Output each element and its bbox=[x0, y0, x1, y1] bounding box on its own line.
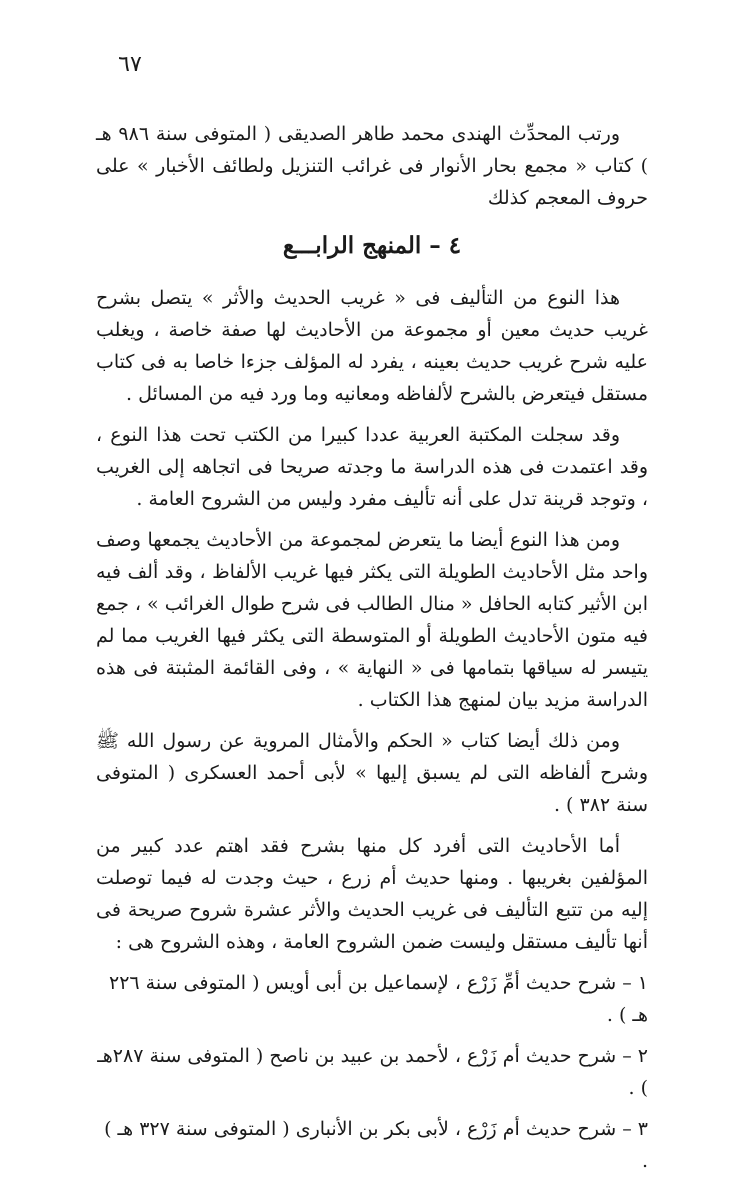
intro-block bbox=[96, 118, 648, 223]
intro-paragraph: ورتب المحدِّث الهندى محمد طاهر الصديقى ( المتوفى سنة ٩٨٦ هـ ) كتاب « مجمع بحار الأنوار فى غرائب التنزيل ولطائف الأخبار » على حروف المعجم كذلك bbox=[96, 123, 648, 209]
paragraph: ومن ذلك أيضا كتاب « الحكم والأمثال المروية عن رسول الله ﷺ وشرح ألفاظه التى لم يسبق إليها » لأبى أحمد العسكرى ( المتوفى سنة ٣٨٢ ) . bbox=[96, 730, 648, 816]
section-heading: ٤ – المنهج الرابـــع bbox=[282, 232, 462, 259]
paragraph: وقد سجلت المكتبة العربية عددا كبيرا من الكتب تحت هذا النوع ، وقد اعتمدت فى هذه الدراسة ما وجدته صريحا فى اتجاهه إلى الغريب ، وتوجد قرينة تدل على أنه تأليف مفرد وليس من الشروح العامة . bbox=[96, 424, 648, 510]
body-block bbox=[96, 282, 648, 1186]
page-number: ٦٧ bbox=[118, 52, 142, 77]
list-item: ١ – شرح حديث أمِّ زَرْع ، لإسماعيل بن أبى أويس ( المتوفى سنة ٢٢٦ هـ ) . bbox=[109, 972, 648, 1026]
list-item: ٢ – شرح حديث أم زَرْع ، لأحمد بن عبيد بن ناصح ( المتوفى سنة ٢٨٧هـ ) . bbox=[97, 1045, 648, 1099]
paragraph: ومن هذا النوع أيضا ما يتعرض لمجموعة من الأحاديث يجمعها وصف واحد مثل الأحاديث الطويلة التى يكثر فيها غريب الألفاظ ، وقد ألف فيه ابن الأثير كتابه الحافل « منال الطالب فى شرح طوال الغرائب » ، جمع فيه متون الأحاديث الطويلة أو المتوسطة التى يكثر فيها الغريب مما لم يتيسر له سياقها بتمامها فى « النهاية » ، وفى القائمة المثبتة فى هذه الدراسة مزيد بيان لمنهج هذا الكتاب . bbox=[96, 529, 648, 711]
paragraph: أما الأحاديث التى أفرد كل منها بشرح فقد اهتم عدد كبير من المؤلفين بغريبها . ومنها حديث أم زرع ، حيث وجدت له فيما توصلت إليه من تتبع التأليف فى غريب الحديث والأثر عشرة شروح صريحة فى أنها تأليف مستقل وليست ضمن الشروح العامة ، وهذه الشروح هى : bbox=[96, 835, 648, 953]
list-item: ٣ – شرح حديث أم زَرْع ، لأبى بكر بن الأنبارى ( المتوفى سنة ٣٢٧ هـ ) . bbox=[104, 1118, 648, 1172]
paragraph: هذا النوع من التأليف فى « غريب الحديث والأثر » يتصل بشرح غريب حديث معين أو مجموعة من الأحاديث لها صفة خاصة ، ويغلب عليه شرح غريب حديث بعينه ، يفرد له المؤلف جزءا خاصا به فى كتاب مستقل فيتعرض بالشرح لألفاظه ومعانيه وما ورد فيه من المسائل . bbox=[96, 287, 648, 405]
